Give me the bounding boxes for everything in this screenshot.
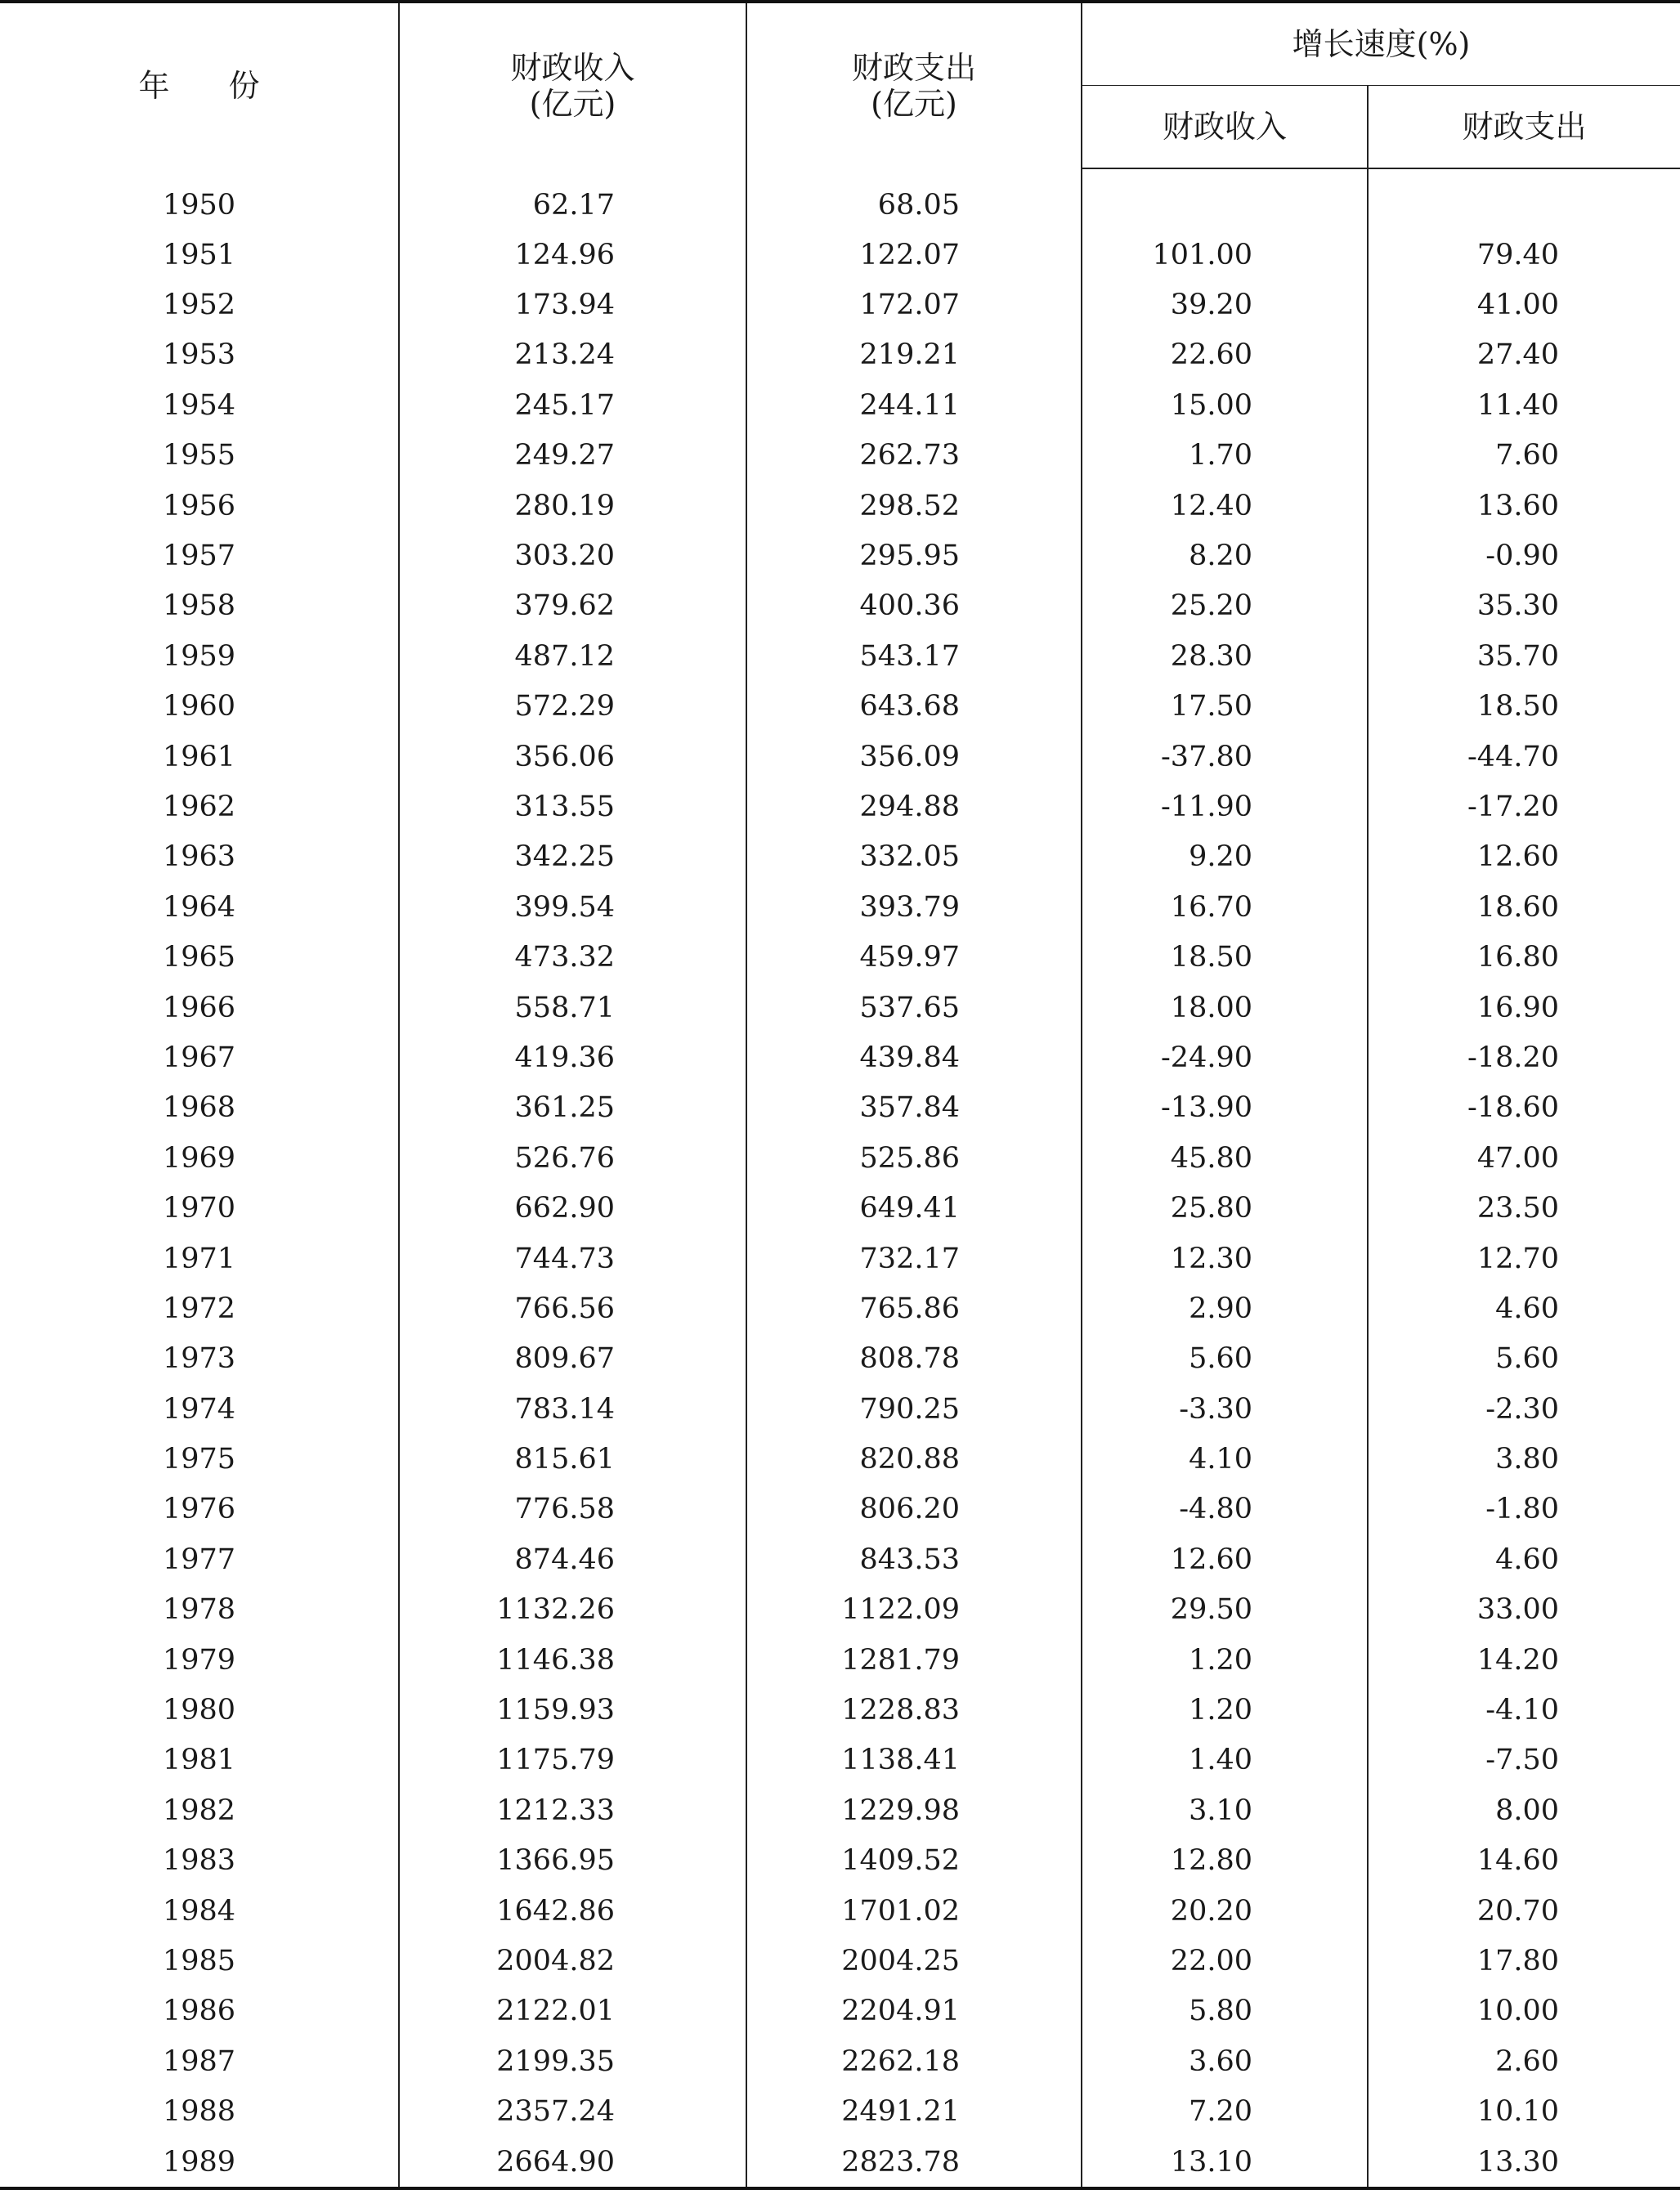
cell-expenditure: 244.11 — [746, 380, 1082, 430]
table-row — [0, 1735, 1680, 1785]
cell-growth-expenditure: 13.60 — [1368, 481, 1680, 531]
cell-growth-expenditure — [1368, 168, 1680, 230]
cell-growth-expenditure: 18.60 — [1368, 882, 1680, 932]
cell-revenue: 744.73 — [399, 1234, 746, 1283]
cell-expenditure: 294.88 — [746, 782, 1082, 831]
cell-revenue: 809.67 — [399, 1334, 746, 1384]
header-year: 年 份 — [138, 68, 284, 104]
cell-expenditure: 843.53 — [746, 1534, 1082, 1584]
cell-revenue: 313.55 — [399, 782, 746, 831]
cell-growth-expenditure: -1.80 — [1368, 1485, 1680, 1534]
cell-growth-expenditure: 10.00 — [1368, 1986, 1680, 2036]
cell-growth-revenue: 28.30 — [1082, 631, 1368, 681]
cell-year: 1974 — [162, 1392, 236, 1426]
cell-revenue: 2199.35 — [399, 2036, 746, 2086]
cell-revenue: 1642.86 — [399, 1886, 746, 1936]
table-row — [0, 782, 1680, 831]
table-row — [0, 1886, 1680, 1936]
cell-expenditure: 219.21 — [746, 330, 1082, 380]
cell-revenue: 783.14 — [399, 1384, 746, 1434]
cell-revenue: 487.12 — [399, 631, 746, 681]
header-growth-expenditure: 财政支出 — [1368, 86, 1680, 169]
cell-revenue: 303.20 — [399, 531, 746, 580]
cell-expenditure: 765.86 — [746, 1283, 1082, 1333]
cell-expenditure: 790.25 — [746, 1384, 1082, 1434]
cell-growth-expenditure: -0.90 — [1368, 531, 1680, 580]
cell-growth-expenditure: -18.60 — [1368, 1083, 1680, 1133]
cell-expenditure: 1138.41 — [746, 1735, 1082, 1785]
cell-year: 1969 — [162, 1141, 236, 1175]
cell-growth-revenue: 12.40 — [1082, 481, 1368, 531]
cell-growth-revenue: 15.00 — [1082, 380, 1368, 430]
cell-revenue: 2664.90 — [399, 2137, 746, 2188]
cell-growth-revenue: 8.20 — [1082, 531, 1368, 580]
cell-year: 1973 — [162, 1342, 236, 1376]
cell-growth-revenue: 13.10 — [1082, 2137, 1368, 2188]
cell-growth-revenue: 5.60 — [1082, 1334, 1368, 1384]
table-row — [0, 1986, 1680, 2036]
cell-expenditure: 356.09 — [746, 732, 1082, 782]
table-row — [0, 581, 1680, 631]
cell-expenditure: 732.17 — [746, 1234, 1082, 1283]
cell-growth-revenue: 16.70 — [1082, 882, 1368, 932]
cell-year: 1966 — [162, 991, 236, 1024]
cell-year: 1977 — [162, 1543, 236, 1576]
cell-expenditure: 2204.91 — [746, 1986, 1082, 2036]
cell-growth-expenditure: -2.30 — [1368, 1384, 1680, 1434]
cell-year: 1952 — [162, 289, 236, 322]
cell-expenditure: 1229.98 — [746, 1785, 1082, 1835]
header-revenue: 财政收入 (亿元) — [399, 2, 746, 168]
cell-growth-expenditure: -7.50 — [1368, 1735, 1680, 1785]
table-row — [0, 1635, 1680, 1685]
cell-growth-expenditure: 12.60 — [1368, 832, 1680, 882]
cell-year: 1954 — [162, 388, 236, 422]
table-row — [0, 1384, 1680, 1434]
cell-growth-revenue: 45.80 — [1082, 1133, 1368, 1183]
cell-growth-revenue: 25.80 — [1082, 1183, 1368, 1233]
cell-year: 1971 — [162, 1242, 236, 1275]
cell-expenditure: 262.73 — [746, 431, 1082, 481]
table-row — [0, 1334, 1680, 1384]
cell-growth-expenditure: 14.60 — [1368, 1836, 1680, 1886]
cell-year: 1982 — [162, 1794, 236, 1827]
cell-growth-expenditure: 14.20 — [1368, 1635, 1680, 1685]
cell-growth-revenue: 20.20 — [1082, 1886, 1368, 1936]
cell-revenue: 1146.38 — [399, 1635, 746, 1685]
table-row — [0, 280, 1680, 329]
cell-growth-revenue: 101.00 — [1082, 230, 1368, 280]
cell-growth-revenue: -4.80 — [1082, 1485, 1368, 1534]
cell-year: 1975 — [162, 1443, 236, 1476]
cell-revenue: 815.61 — [399, 1434, 746, 1484]
cell-revenue: 662.90 — [399, 1183, 746, 1233]
cell-year: 1987 — [162, 2044, 236, 2078]
cell-expenditure: 172.07 — [746, 280, 1082, 329]
cell-growth-revenue: 18.00 — [1082, 983, 1368, 1032]
cell-revenue: 1159.93 — [399, 1685, 746, 1735]
table-row — [0, 1685, 1680, 1735]
cell-growth-expenditure: 13.30 — [1368, 2137, 1680, 2188]
cell-growth-expenditure: 20.70 — [1368, 1886, 1680, 1936]
cell-growth-expenditure: 18.50 — [1368, 682, 1680, 732]
cell-expenditure: 525.86 — [746, 1133, 1082, 1183]
cell-expenditure: 1701.02 — [746, 1886, 1082, 1936]
cell-growth-revenue: -13.90 — [1082, 1083, 1368, 1133]
cell-growth-expenditure: 79.40 — [1368, 230, 1680, 280]
cell-revenue: 558.71 — [399, 983, 746, 1032]
table-row — [0, 1936, 1680, 1986]
cell-growth-expenditure: 2.60 — [1368, 2036, 1680, 2086]
cell-expenditure: 537.65 — [746, 983, 1082, 1032]
cell-revenue: 1212.33 — [399, 1785, 746, 1835]
cell-revenue: 124.96 — [399, 230, 746, 280]
cell-year: 1979 — [162, 1643, 236, 1677]
cell-revenue: 419.36 — [399, 1032, 746, 1082]
cell-year: 1964 — [162, 890, 236, 924]
table-row — [0, 531, 1680, 580]
cell-growth-revenue: 12.30 — [1082, 1234, 1368, 1283]
cell-expenditure: 2491.21 — [746, 2086, 1082, 2136]
cell-expenditure: 1281.79 — [746, 1635, 1082, 1685]
cell-expenditure: 1122.09 — [746, 1585, 1082, 1635]
cell-growth-expenditure: 10.10 — [1368, 2086, 1680, 2136]
cell-expenditure: 68.05 — [746, 168, 1082, 230]
cell-expenditure: 122.07 — [746, 230, 1082, 280]
table-row — [0, 1585, 1680, 1635]
cell-growth-expenditure: 16.80 — [1368, 932, 1680, 982]
cell-revenue: 249.27 — [399, 431, 746, 481]
table-row — [0, 631, 1680, 681]
table-row — [0, 168, 1680, 230]
cell-growth-revenue: 4.10 — [1082, 1434, 1368, 1484]
table-row — [0, 330, 1680, 380]
table-row — [0, 983, 1680, 1032]
cell-growth-revenue: 2.90 — [1082, 1283, 1368, 1333]
cell-growth-expenditure: 35.30 — [1368, 581, 1680, 631]
cell-growth-revenue: 39.20 — [1082, 280, 1368, 329]
cell-year: 1961 — [162, 740, 236, 773]
cell-year: 1978 — [162, 1593, 236, 1627]
cell-growth-revenue: -11.90 — [1082, 782, 1368, 831]
cell-expenditure: 543.17 — [746, 631, 1082, 681]
cell-revenue: 572.29 — [399, 682, 746, 732]
table-row — [0, 732, 1680, 782]
cell-year: 1985 — [162, 1944, 236, 1977]
cell-revenue: 1366.95 — [399, 1836, 746, 1886]
cell-year: 1950 — [162, 188, 236, 222]
table-body — [0, 168, 1680, 2188]
cell-revenue: 473.32 — [399, 932, 746, 982]
cell-revenue: 2004.82 — [399, 1936, 746, 1986]
cell-growth-expenditure: 11.40 — [1368, 380, 1680, 430]
header-growth-revenue: 财政收入 — [1082, 86, 1368, 169]
cell-revenue: 361.25 — [399, 1083, 746, 1133]
table-row — [0, 2137, 1680, 2188]
cell-year: 1957 — [162, 540, 236, 573]
cell-year: 1956 — [162, 489, 236, 522]
cell-revenue: 1175.79 — [399, 1735, 746, 1785]
cell-revenue: 173.94 — [399, 280, 746, 329]
cell-revenue: 213.24 — [399, 330, 746, 380]
cell-growth-expenditure: 4.60 — [1368, 1283, 1680, 1333]
cell-revenue: 776.58 — [399, 1485, 746, 1534]
table-row — [0, 230, 1680, 280]
cell-year: 1958 — [162, 589, 236, 623]
cell-growth-revenue: 3.10 — [1082, 1785, 1368, 1835]
cell-revenue: 356.06 — [399, 732, 746, 782]
cell-expenditure: 393.79 — [746, 882, 1082, 932]
cell-expenditure: 820.88 — [746, 1434, 1082, 1484]
table-row — [0, 1183, 1680, 1233]
cell-revenue: 280.19 — [399, 481, 746, 531]
cell-growth-expenditure: 4.60 — [1368, 1534, 1680, 1584]
table-row — [0, 481, 1680, 531]
cell-revenue: 379.62 — [399, 581, 746, 631]
cell-expenditure: 2262.18 — [746, 2036, 1082, 2086]
header-growth-group: 增长速度(%) — [1082, 2, 1680, 86]
cell-year: 1988 — [162, 2095, 236, 2129]
cell-expenditure: 400.36 — [746, 581, 1082, 631]
cell-expenditure: 357.84 — [746, 1083, 1082, 1133]
cell-expenditure: 298.52 — [746, 481, 1082, 531]
cell-expenditure: 459.97 — [746, 932, 1082, 982]
cell-year: 1955 — [162, 439, 236, 472]
table-row — [0, 1485, 1680, 1534]
table-row — [0, 1032, 1680, 1082]
cell-expenditure: 649.41 — [746, 1183, 1082, 1233]
cell-growth-revenue: -3.30 — [1082, 1384, 1368, 1434]
cell-growth-expenditure: 27.40 — [1368, 330, 1680, 380]
table-row — [0, 932, 1680, 982]
cell-growth-expenditure: -4.10 — [1368, 1685, 1680, 1735]
cell-growth-expenditure: 33.00 — [1368, 1585, 1680, 1635]
cell-year: 1960 — [162, 690, 236, 723]
cell-expenditure: 332.05 — [746, 832, 1082, 882]
cell-growth-revenue: 1.70 — [1082, 431, 1368, 481]
cell-growth-expenditure: 8.00 — [1368, 1785, 1680, 1835]
cell-growth-expenditure: 7.60 — [1368, 431, 1680, 481]
table-row — [0, 1534, 1680, 1584]
cell-expenditure: 806.20 — [746, 1485, 1082, 1534]
cell-growth-revenue: 12.60 — [1082, 1534, 1368, 1584]
cell-growth-revenue: 1.40 — [1082, 1735, 1368, 1785]
cell-growth-expenditure: -18.20 — [1368, 1032, 1680, 1082]
cell-growth-expenditure: 41.00 — [1368, 280, 1680, 329]
cell-growth-revenue: 1.20 — [1082, 1685, 1368, 1735]
table-row — [0, 1434, 1680, 1484]
cell-growth-revenue: 18.50 — [1082, 932, 1368, 982]
cell-year: 1963 — [162, 840, 236, 874]
cell-growth-revenue: 5.80 — [1082, 1986, 1368, 2036]
cell-expenditure: 439.84 — [746, 1032, 1082, 1082]
cell-year: 1972 — [162, 1292, 236, 1325]
table-row — [0, 882, 1680, 932]
cell-growth-revenue: 9.20 — [1082, 832, 1368, 882]
cell-expenditure: 808.78 — [746, 1334, 1082, 1384]
cell-growth-revenue — [1082, 168, 1368, 230]
table-row — [0, 1283, 1680, 1333]
cell-revenue: 526.76 — [399, 1133, 746, 1183]
table-row — [0, 1836, 1680, 1886]
header-expenditure: 财政支出 (亿元) — [746, 2, 1082, 168]
cell-revenue: 2122.01 — [399, 1986, 746, 2036]
cell-year: 1983 — [162, 1844, 236, 1878]
cell-revenue: 245.17 — [399, 380, 746, 430]
cell-growth-revenue: 1.20 — [1082, 1635, 1368, 1685]
cell-growth-expenditure: 17.80 — [1368, 1936, 1680, 1986]
table-header — [0, 2, 1680, 168]
cell-growth-revenue: 29.50 — [1082, 1585, 1368, 1635]
cell-growth-revenue: 22.60 — [1082, 330, 1368, 380]
table-row — [0, 682, 1680, 732]
cell-growth-expenditure: 23.50 — [1368, 1183, 1680, 1233]
cell-year: 1989 — [0, 2137, 399, 2188]
table-row — [0, 1083, 1680, 1133]
cell-year: 1959 — [162, 639, 236, 673]
cell-growth-revenue: 12.80 — [1082, 1836, 1368, 1886]
cell-revenue: 1132.26 — [399, 1585, 746, 1635]
cell-growth-expenditure: 3.80 — [1368, 1434, 1680, 1484]
cell-year: 1965 — [162, 941, 236, 974]
cell-expenditure: 1228.83 — [746, 1685, 1082, 1735]
cell-growth-expenditure: -17.20 — [1368, 782, 1680, 831]
cell-growth-revenue: 25.20 — [1082, 581, 1368, 631]
cell-growth-expenditure: 16.90 — [1368, 983, 1680, 1032]
cell-expenditure: 643.68 — [746, 682, 1082, 732]
cell-year: 1967 — [162, 1041, 236, 1074]
cell-growth-revenue: 3.60 — [1082, 2036, 1368, 2086]
cell-revenue: 2357.24 — [399, 2086, 746, 2136]
cell-growth-expenditure: 47.00 — [1368, 1133, 1680, 1183]
cell-growth-revenue: -24.90 — [1082, 1032, 1368, 1082]
cell-growth-expenditure: 12.70 — [1368, 1234, 1680, 1283]
cell-revenue: 766.56 — [399, 1283, 746, 1333]
table-row — [0, 1133, 1680, 1183]
cell-revenue: 342.25 — [399, 832, 746, 882]
cell-growth-expenditure: -44.70 — [1368, 732, 1680, 782]
cell-year: 1980 — [162, 1694, 236, 1727]
cell-growth-revenue: -37.80 — [1082, 732, 1368, 782]
cell-year: 1970 — [162, 1192, 236, 1225]
cell-expenditure: 2004.25 — [746, 1936, 1082, 1986]
table-row — [0, 832, 1680, 882]
cell-growth-revenue: 7.20 — [1082, 2086, 1368, 2136]
cell-expenditure: 1409.52 — [746, 1836, 1082, 1886]
cell-year: 1976 — [162, 1493, 236, 1526]
cell-expenditure: 295.95 — [746, 531, 1082, 580]
cell-year: 1962 — [162, 790, 236, 823]
cell-year: 1986 — [162, 1995, 236, 2028]
cell-revenue: 62.17 — [399, 168, 746, 230]
cell-year: 1984 — [162, 1894, 236, 1928]
cell-growth-expenditure: 35.70 — [1368, 631, 1680, 681]
table-row — [0, 1234, 1680, 1283]
table-row — [0, 1785, 1680, 1835]
table-row — [0, 2086, 1680, 2136]
cell-growth-revenue: 22.00 — [1082, 1936, 1368, 1986]
table-row — [0, 431, 1680, 481]
cell-revenue: 874.46 — [399, 1534, 746, 1584]
cell-year: 1951 — [162, 238, 236, 271]
cell-growth-expenditure: 5.60 — [1368, 1334, 1680, 1384]
cell-year: 1968 — [162, 1091, 236, 1125]
cell-year: 1981 — [162, 1744, 236, 1777]
table-row — [0, 380, 1680, 430]
cell-expenditure: 2823.78 — [746, 2137, 1082, 2188]
table-row — [0, 2036, 1680, 2086]
cell-growth-revenue: 17.50 — [1082, 682, 1368, 732]
cell-revenue: 399.54 — [399, 882, 746, 932]
cell-year: 1953 — [162, 338, 236, 372]
